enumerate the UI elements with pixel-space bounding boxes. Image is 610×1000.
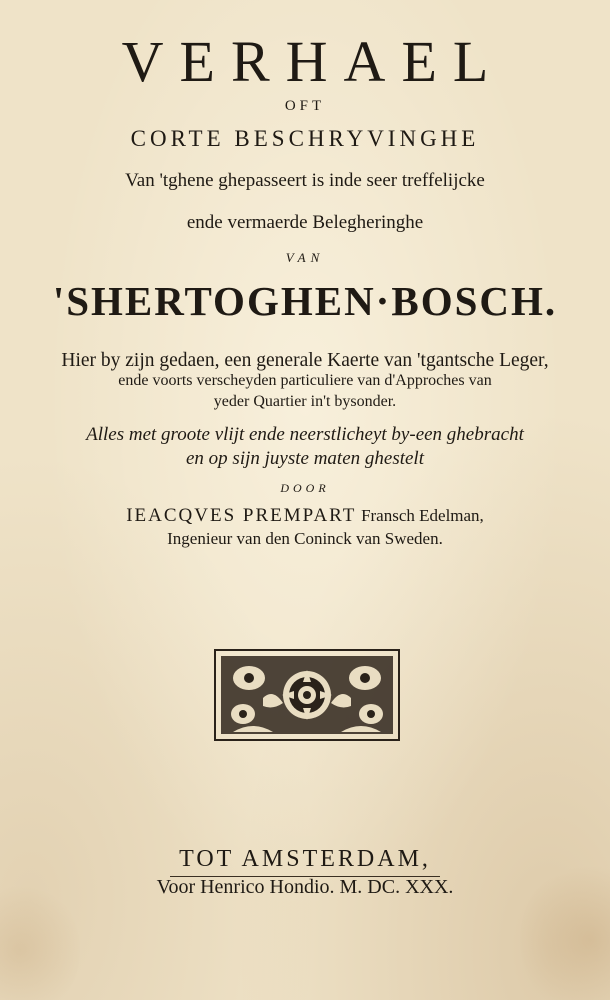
book-title: VERHAEL bbox=[121, 29, 505, 94]
author-line bbox=[0, 505, 610, 527]
author-role: Ingenieur van den Coninck van Sweden. bbox=[167, 529, 443, 548]
imprint-publisher: Voor Henrico Hondio. M. DC. XXX. bbox=[156, 876, 454, 898]
printers-ornament-icon bbox=[213, 648, 401, 742]
city-name: 'SHERTOGHEN·BOSCH. bbox=[52, 278, 558, 324]
author-title: Fransch Edelman, bbox=[361, 506, 484, 525]
imprint-city: TOT AMSTERDAM, bbox=[179, 846, 431, 872]
subtitle-van: VAN bbox=[285, 250, 325, 265]
description-line-2: ende voorts verscheyden particuliere van d'Approches van bbox=[118, 372, 492, 389]
title-connector: OFT bbox=[284, 98, 326, 114]
note-line-1: Alles met groote vlijt ende neerstlicheyt by-een ghebracht bbox=[86, 424, 524, 445]
subtitle: CORTE BESCHRYVINGHE bbox=[130, 126, 480, 151]
subtitle-line-2: ende vermaerde Belegheringhe bbox=[186, 212, 424, 233]
subtitle-line-1: Van 'tghene ghepasseert is inde seer treffelijcke bbox=[125, 170, 485, 191]
description-line-1: Hier by zijn gedaen, een generale Kaerte van 'tgantsche Leger, bbox=[61, 350, 549, 371]
author-name: IEACQVES PREMPART bbox=[126, 505, 357, 526]
description-line-3: yeder Quartier in't bysonder. bbox=[213, 393, 397, 410]
byline-door: DOOR bbox=[280, 481, 330, 495]
note-line-2: en op sijn juyste maten ghestelt bbox=[186, 448, 424, 469]
